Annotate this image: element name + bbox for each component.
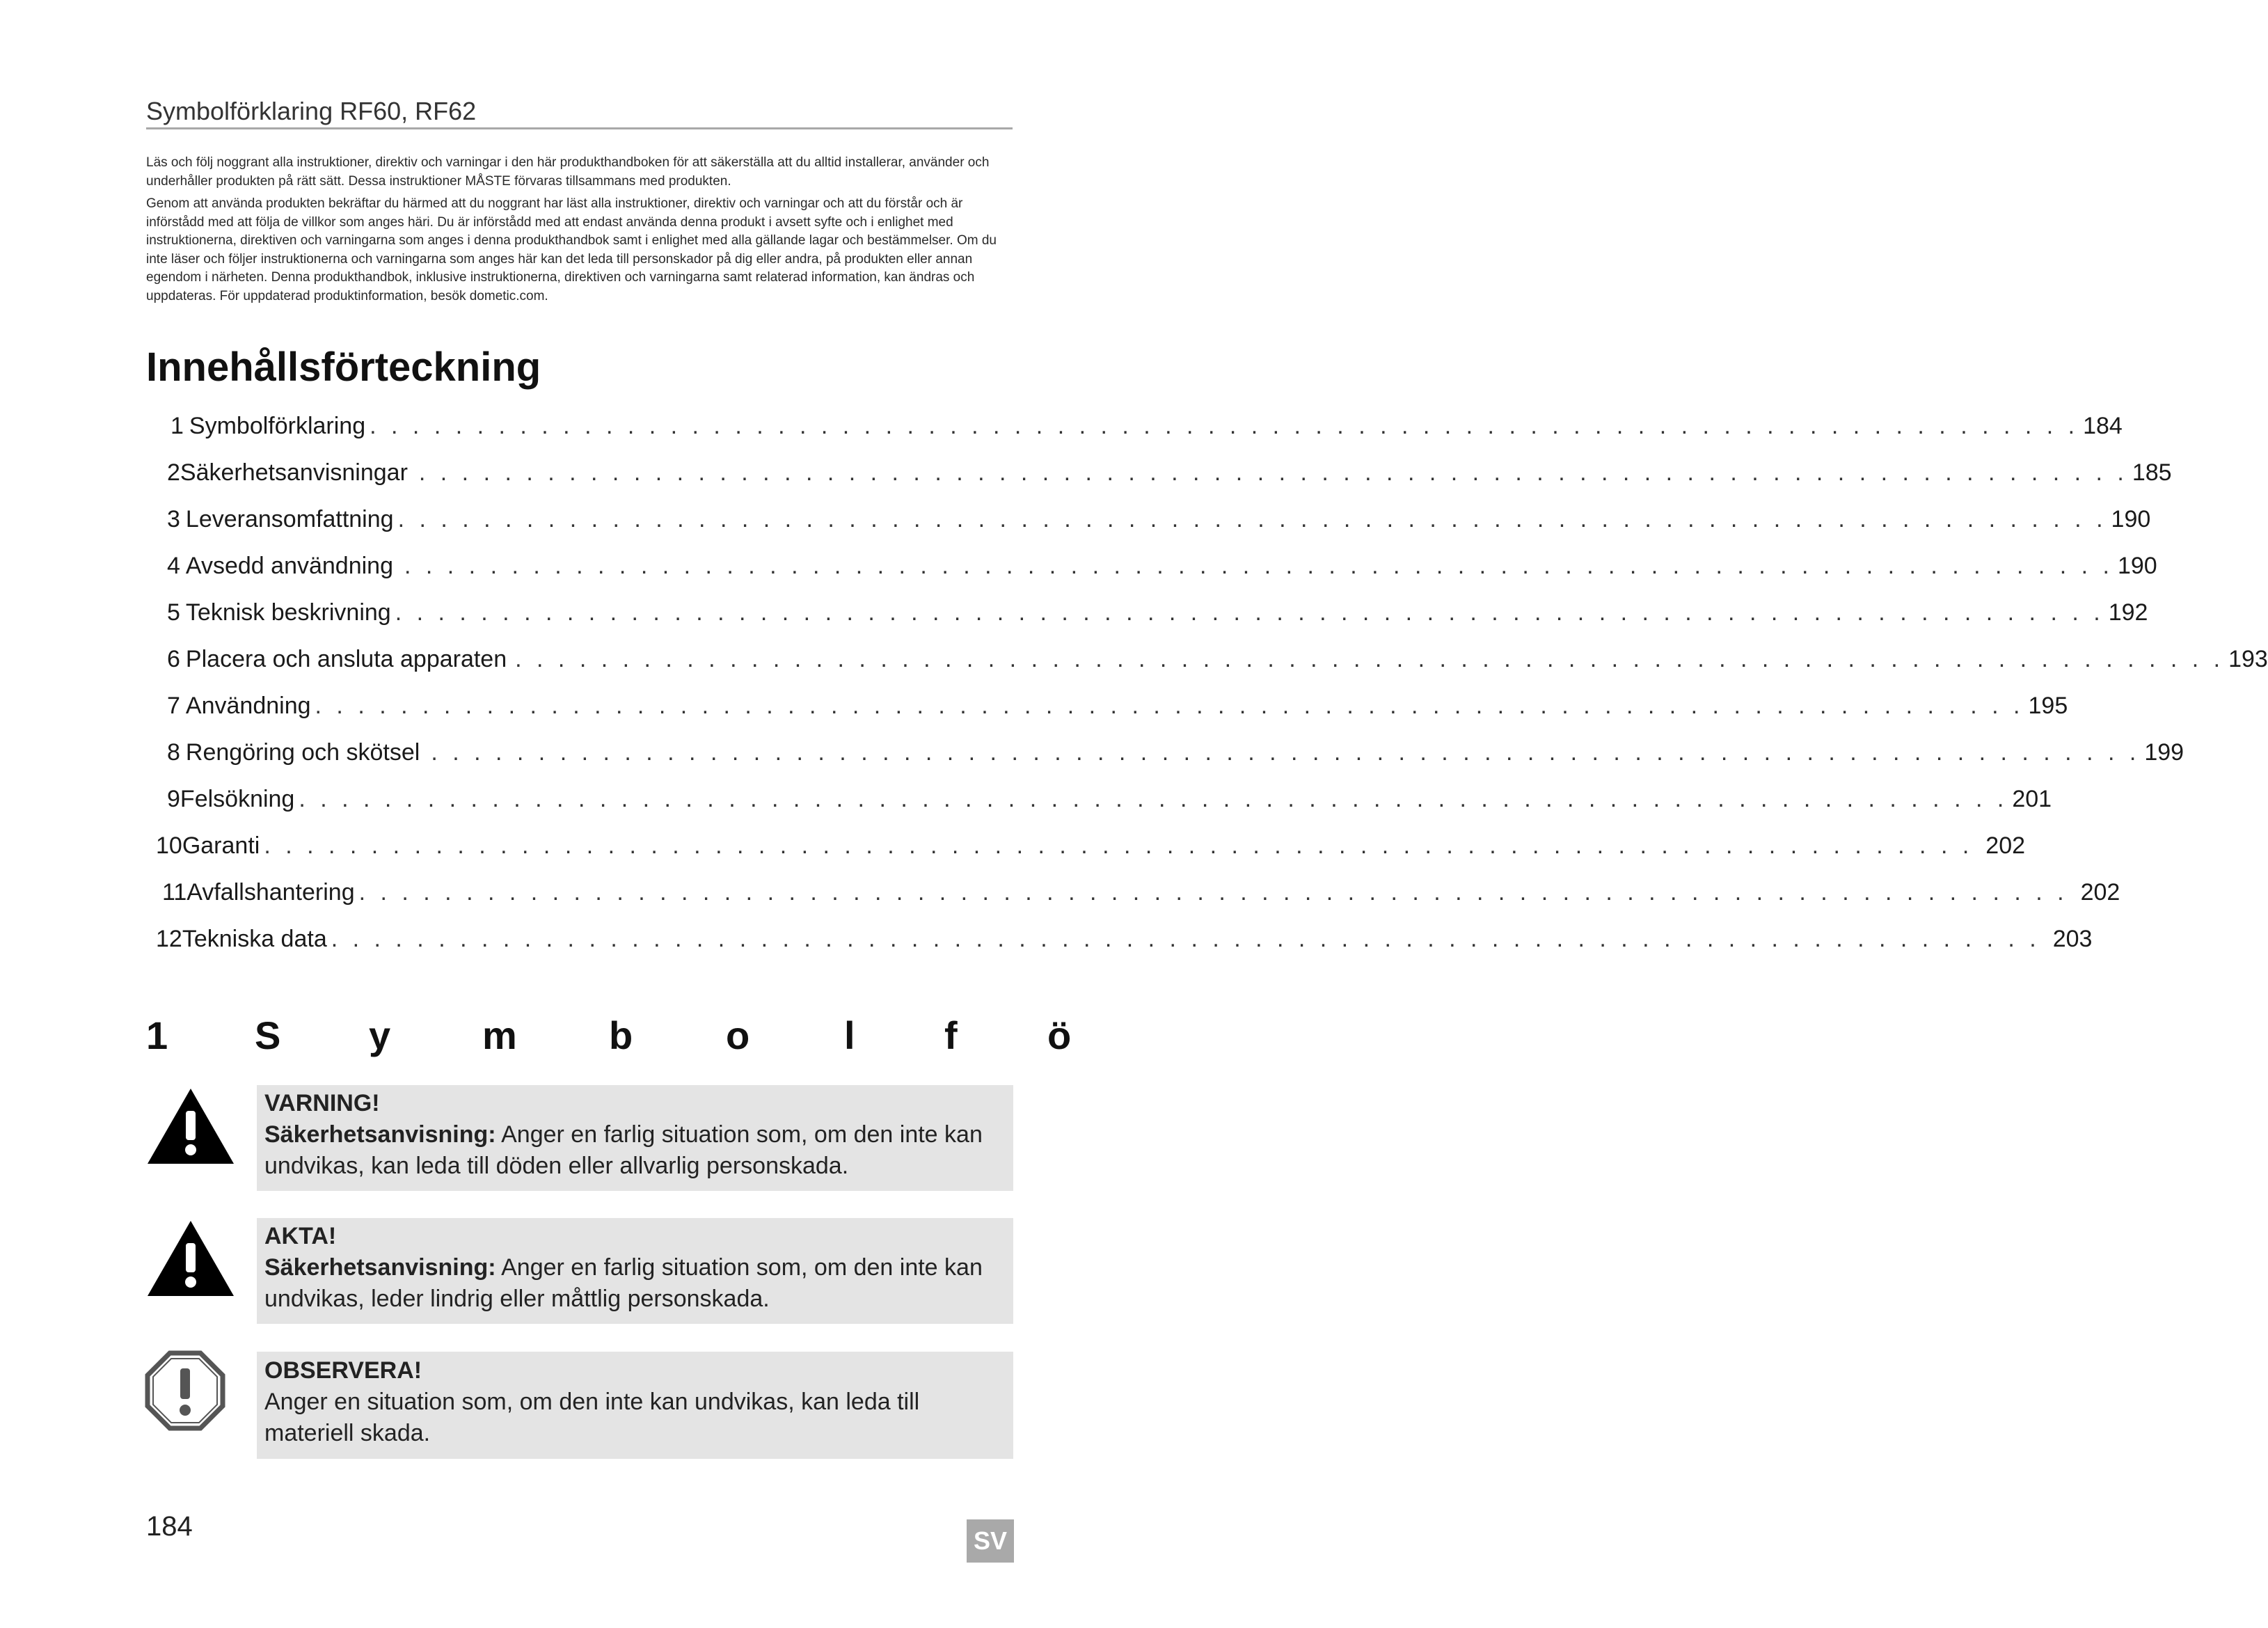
toc-leader-dots: . . . . . . . . . . . . . . . . . . . . . . . . . . . . . . . . . . . . . . . . . . . . . . . . . . . . . . . . . . . . . . . . . . . . . . . . . . . . . . . . — [299, 786, 2008, 812]
toc-entry[interactable] — [167, 689, 2068, 722]
section-heading-char: y — [369, 1013, 391, 1057]
toc-entry-label: Tekniska data — [182, 926, 327, 952]
toc-entry[interactable] — [167, 503, 2151, 536]
toc-entry[interactable] — [171, 409, 2123, 443]
toc-entry-page: 184 — [2083, 413, 2123, 439]
section-heading-char: l — [844, 1013, 855, 1057]
intro-paragraph-1: Läs och följ noggrant alla instruktioner, direktiv och varningar i den här produkthandboken för att säkerställa att du alltid installerar, använder och underhåller produkten på rätt sätt. Dessa instruktioner MÅSTE förvaras tillsammans med produkten. — [146, 155, 990, 189]
toc-heading: Innehållsförteckning — [146, 345, 541, 390]
toc-leader-dots: . . . . . . . . . . . . . . . . . . . . . . . . . . . . . . . . . . . . . . . . . . . . . . . . . . . . . . . . . . . . . . . . . . . . . . . . . . . . . . . . — [431, 739, 2141, 766]
toc-leader-dots: . . . . . . . . . . . . . . . . . . . . . . . . . . . . . . . . . . . . . . . . . . . . . . . . . . . . . . . . . . . . . . . . . . . . . . . . . . . . . . . . — [370, 413, 2079, 439]
toc-entry-page: 190 — [2111, 506, 2151, 532]
notice-notice-title: OBSERVERA! — [264, 1357, 422, 1384]
toc-entry-page: 190 — [2117, 553, 2157, 579]
warning-triangle-icon — [145, 1086, 237, 1167]
caution-notice-body: Anger en farlig situation som, om den inte kan undvikas, leder lindrig eller måttlig personskada. — [264, 1254, 983, 1312]
section-heading-char: m — [482, 1013, 517, 1057]
toc-entry[interactable] — [167, 782, 2052, 816]
toc-entry-page: 202 — [2080, 879, 2120, 906]
toc-leader-dots: . . . . . . . . . . . . . . . . . . . . . . . . . . . . . . . . . . . . . . . . . . . . . . . . . . . . . . . . . . . . . . . . . . . . . . . . . . . . . . . . — [331, 926, 2040, 952]
toc-entry-label: Avfallshantering — [187, 879, 355, 906]
toc-leader-dots: . . . . . . . . . . . . . . . . . . . . . . . . . . . . . . . . . . . . . . . . . . . . . . . . . . . . . . . . . . . . . . . . . . . . . . . . . . . . . . . . — [418, 459, 2128, 486]
toc-entry-label: Garanti — [182, 832, 260, 859]
toc-entry[interactable] — [156, 922, 2093, 956]
toc-entry-number: 2 — [167, 459, 180, 486]
notice-octagon-icon — [145, 1350, 225, 1431]
caution-triangle-icon — [145, 1218, 237, 1299]
toc-entry[interactable] — [167, 736, 2184, 769]
toc-entry-page: 202 — [1985, 832, 2026, 859]
toc-entry[interactable] — [167, 456, 2172, 489]
caution-notice-text — [264, 1221, 1002, 1315]
toc-entry-number: 12 — [156, 926, 182, 952]
toc-entry-label: Leveransomfattning — [185, 506, 394, 532]
toc-entry[interactable] — [167, 549, 2157, 583]
toc-entry-label: Felsökning — [180, 786, 295, 812]
toc-entry-label: Symbolförklaring — [189, 413, 366, 439]
warning-notice-text — [264, 1088, 1002, 1182]
toc-entry-label: Teknisk beskrivning — [185, 599, 391, 626]
toc-leader-dots: . . . . . . . . . . . . . . . . . . . . . . . . . . . . . . . . . . . . . . . . . . . . . . . . . . . . . . . . . . . . . . . . . . . . . . . . . . . . . . . . — [395, 599, 2104, 626]
toc-entry-page: 195 — [2028, 693, 2068, 719]
section-heading-char: ö — [1047, 1013, 1072, 1057]
toc-entry-page: 199 — [2144, 739, 2184, 766]
toc-entry-page: 192 — [2108, 599, 2148, 626]
toc-entry-number: 7 — [167, 693, 180, 719]
warning-notice-label: Säkerhetsanvisning: — [264, 1121, 496, 1148]
notice-notice-text — [264, 1355, 1002, 1449]
toc-entry-number: 6 — [167, 646, 180, 672]
toc-entry-page: 193 — [2228, 646, 2268, 672]
toc-entry[interactable] — [167, 642, 2268, 676]
section-heading-char: f — [944, 1013, 958, 1057]
toc-leader-dots: . . . . . . . . . . . . . . . . . . . . . . . . . . . . . . . . . . . . . . . . . . . . . . . . . . . . . . . . . . . . . . . . . . . . . . . . . . . . . . . . — [397, 506, 2107, 532]
toc-entry-number: 8 — [167, 739, 180, 766]
toc-leader-dots: . . . . . . . . . . . . . . . . . . . . . . . . . . . . . . . . . . . . . . . . . . . . . . . . . . . . . . . . . . . . . . . . . . . . . . . . . . . . . . . . — [315, 693, 2024, 719]
toc-leader-dots: . . . . . . . . . . . . . . . . . . . . . . . . . . . . . . . . . . . . . . . . . . . . . . . . . . . . . . . . . . . . . . . . . . . . . . . . . . . . . . . . — [358, 879, 2068, 906]
section-heading-char: 1 — [146, 1013, 168, 1057]
toc-entry-number: 11 — [162, 879, 187, 906]
intro-text — [146, 154, 1013, 310]
section-heading-char: b — [609, 1013, 633, 1057]
notice-notice-body: Anger en situation som, om den inte kan undvikas, kan leda till materiell skada. — [264, 1389, 920, 1446]
toc-entry-number: 10 — [156, 832, 182, 859]
toc-entry-number: 5 — [167, 599, 180, 626]
toc-entry-number: 4 — [167, 553, 180, 579]
toc-entry-label: Säkerhetsanvisningar — [180, 459, 408, 486]
page-number: 184 — [146, 1511, 193, 1542]
toc-leader-dots: . . . . . . . . . . . . . . . . . . . . . . . . . . . . . . . . . . . . . . . . . . . . . . . . . . . . . . . . . . . . . . . . . . . . . . . . . . . . . . . . — [515, 646, 2225, 672]
toc-entry-number: 3 — [167, 506, 180, 532]
toc-entry[interactable] — [167, 596, 2148, 629]
toc-leader-dots: . . . . . . . . . . . . . . . . . . . . . . . . . . . . . . . . . . . . . . . . . . . . . . . . . . . . . . . . . . . . . . . . . . . . . . . . . . . . . . . . — [404, 553, 2114, 579]
toc-entry[interactable] — [156, 829, 2026, 862]
toc-entry-number: 9 — [167, 786, 180, 812]
toc-entry[interactable] — [162, 876, 2120, 909]
caution-notice-label: Säkerhetsanvisning: — [264, 1254, 496, 1281]
toc-entry-label: Användning — [185, 693, 311, 719]
warning-notice-body: Anger en farlig situation som, om den inte kan undvikas, kan leda till döden eller allvarlig personskada. — [264, 1121, 983, 1179]
section-heading-char: S — [255, 1013, 281, 1057]
toc-entry-label: Avsedd användning — [185, 553, 393, 579]
intro-paragraph-2: Genom att använda produkten bekräftar du härmed att du noggrant har läst alla instruktioner, direktiv och varningar och att du förstår och är införstådd med att följa de villkor som anges häri. Du är införstådd med att endast använda denna produkt i avsett syfte och i enlighet med instruktionerna, direktiven och varningarna som anges i denna produkthandbok samt i enlighet med alla gällande lagar och bestämmelser. Om du inte läser och följer instruktionerna och varningarna som anges här kan det leda till personskador på dig eller andra, på produkten eller annan egendom i närheten. Denna produkthandbok, inklusive instruktionerna, direktiven och varningarna samt relaterad information, kan ändras och uppdateras. För uppdaterad produktinformation, besök dometic.com. — [146, 196, 997, 303]
header-divider — [146, 127, 1013, 129]
section-heading-char: o — [726, 1013, 750, 1057]
toc-entry-label: Rengöring och skötsel — [185, 739, 420, 766]
toc-entry-page: 201 — [2012, 786, 2052, 812]
warning-notice-title: VARNING! — [264, 1090, 380, 1116]
toc-entry-page: 185 — [2132, 459, 2172, 486]
toc-entry-number: 1 — [171, 413, 184, 439]
language-badge: SV — [967, 1519, 1014, 1563]
toc-entry-page: 203 — [2052, 926, 2093, 952]
toc-leader-dots: . . . . . . . . . . . . . . . . . . . . . . . . . . . . . . . . . . . . . . . . . . . . . . . . . . . . . . . . . . . . . . . . . . . . . . . . . . . . . . . . — [264, 832, 1974, 859]
toc-entry-label: Placera och ansluta apparaten — [185, 646, 507, 672]
caution-notice-title: AKTA! — [264, 1223, 337, 1249]
page-header-title: Symbolförklaring RF60, RF62 — [146, 97, 477, 125]
